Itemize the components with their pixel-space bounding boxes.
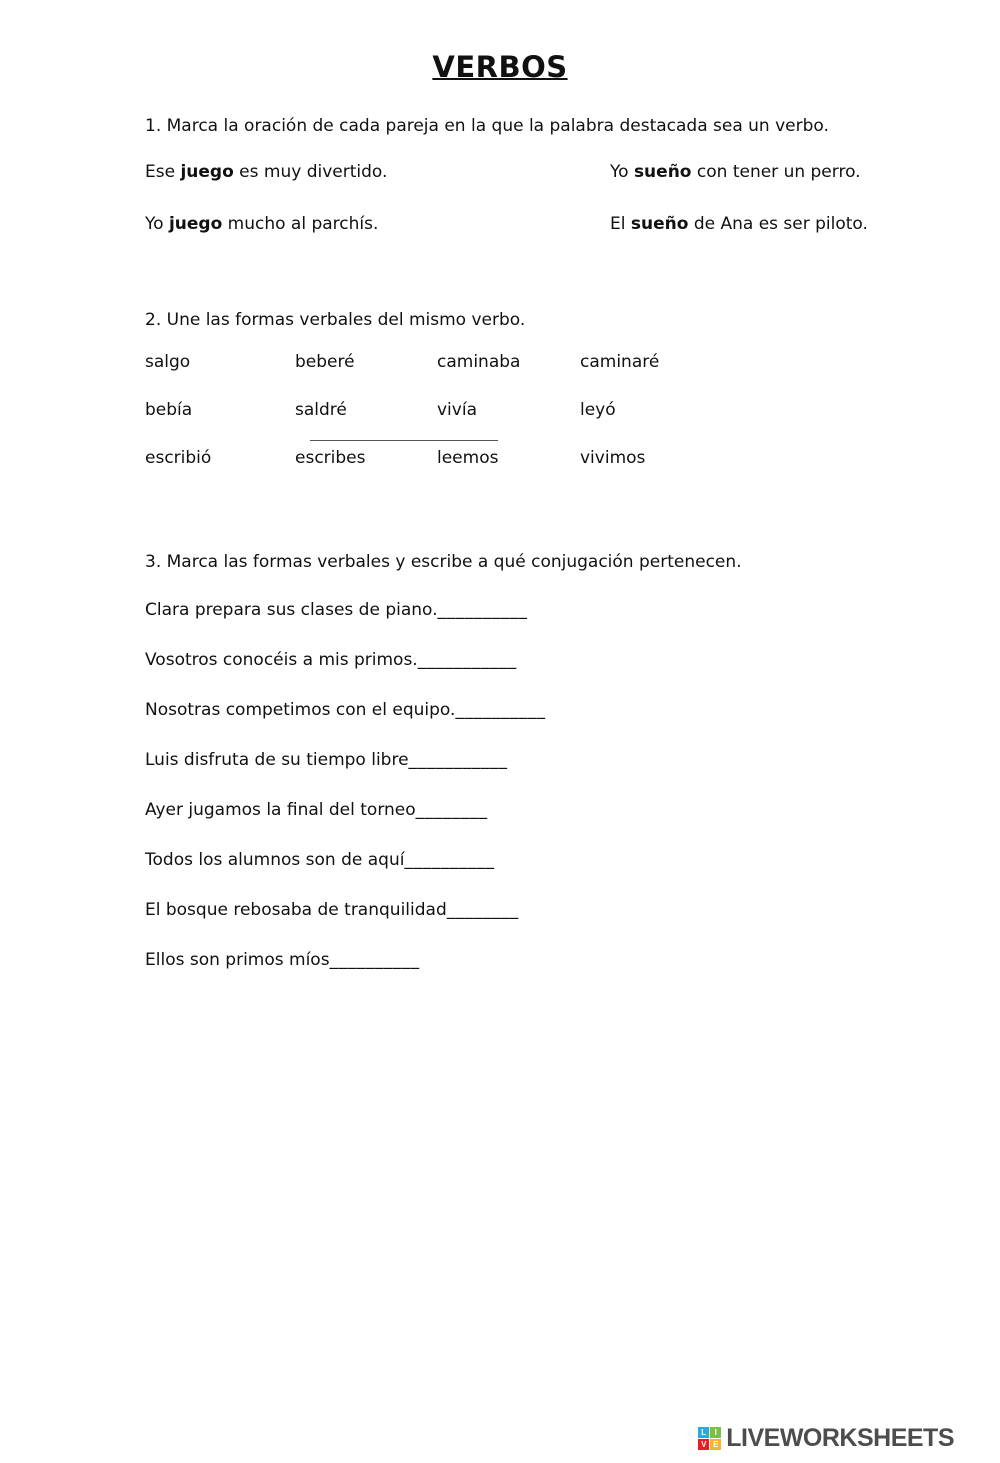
item-text: Ellos son primos míos [145, 950, 330, 970]
exercise2-word[interactable]: salgo [145, 352, 191, 372]
answer-blank[interactable]: __________ [404, 850, 495, 870]
logo-square-l: L [698, 1427, 709, 1438]
answer-blank[interactable]: __________ [437, 600, 528, 620]
exercise3-sentence [145, 700, 920, 720]
brand-name: LIVEWORKSHEETS [726, 1424, 954, 1452]
sentence-text: Yo [145, 214, 169, 234]
sentence-text: mucho al parchís. [222, 214, 379, 234]
item-text: Todos los alumnos son de aquí [145, 850, 405, 870]
sentence-keyword: sueño [630, 214, 689, 234]
worksheet-content [0, 116, 1000, 970]
exercise3-sentence [145, 750, 920, 770]
logo-square-v: V [698, 1439, 709, 1450]
item-text: Ayer jugamos la final del torneo [145, 800, 416, 820]
exercise3-list [145, 600, 920, 970]
sentence-text: con tener un perro. [691, 162, 861, 182]
exercise1-sentence-4[interactable] [610, 214, 920, 234]
exercise1-sentence-grid [145, 162, 920, 234]
exercise2-word[interactable]: saldré [295, 400, 347, 420]
exercise2-word[interactable]: escribes [295, 448, 366, 468]
exercise1-sentence-2[interactable] [610, 162, 920, 182]
sentence-keyword: sueño [633, 162, 692, 182]
answer-blank[interactable]: ________ [415, 800, 488, 820]
exercise2-word[interactable]: escribió [145, 448, 212, 468]
item-text: Luis disfruta de su tiempo libre [145, 750, 409, 770]
liveworksheets-logo-icon [698, 1427, 721, 1450]
exercise3-sentence [145, 900, 920, 920]
exercise2-instruction: 2. Une las formas verbales del mismo verbo. [145, 310, 526, 330]
sentence-text: es muy divertido. [233, 162, 388, 182]
sentence-text: Yo [610, 162, 634, 182]
exercise-2 [145, 310, 920, 468]
answer-blank[interactable]: ________ [446, 900, 519, 920]
exercise2-word[interactable]: beberé [295, 352, 355, 372]
sentence-keyword: juego [168, 214, 223, 234]
exercise1-instruction: 1. Marca la oración de cada pareja en la que la palabra destacada sea un verbo. [145, 116, 829, 136]
answer-blank[interactable]: ___________ [417, 650, 517, 670]
liveworksheets-footer-link[interactable] [698, 1424, 954, 1453]
logo-square-i: I [710, 1427, 721, 1438]
sentence-keyword: juego [180, 162, 234, 182]
page-title: VERBOS [432, 50, 568, 84]
exercise2-word[interactable]: caminaré [580, 352, 660, 372]
exercise1-sentence-1[interactable] [145, 162, 610, 182]
item-text: El bosque rebosaba de tranquilidad [145, 900, 447, 920]
match-line [310, 440, 498, 441]
exercise3-instruction: 3. Marca las formas verbales y escribe a qué conjugación pertenecen. [145, 552, 742, 572]
exercise2-word[interactable]: vivía [437, 400, 477, 420]
answer-blank[interactable]: __________ [455, 700, 546, 720]
exercise3-sentence [145, 800, 920, 820]
logo-square-e: E [710, 1439, 721, 1450]
exercise2-word[interactable]: leemos [437, 448, 499, 468]
item-text: Clara prepara sus clases de piano. [145, 600, 438, 620]
item-text: Nosotras competimos con el equipo. [145, 700, 456, 720]
exercise2-word[interactable]: leyó [580, 400, 616, 420]
answer-blank[interactable]: ___________ [408, 750, 508, 770]
exercise1-sentence-3[interactable] [145, 214, 610, 234]
exercise2-word[interactable]: vivimos [580, 448, 646, 468]
exercise-3 [145, 552, 920, 970]
sentence-text: de Ana es ser piloto. [688, 214, 868, 234]
exercise2-word[interactable]: bebía [145, 400, 193, 420]
exercise2-word[interactable]: caminaba [437, 352, 521, 372]
item-text: Vosotros conocéis a mis primos. [145, 650, 418, 670]
answer-blank[interactable]: __________ [329, 950, 420, 970]
exercise3-sentence [145, 850, 920, 870]
exercise2-word-grid [145, 352, 920, 468]
sentence-text: El [610, 214, 631, 234]
worksheet-page [0, 50, 1000, 1452]
exercise3-sentence [145, 950, 920, 970]
sentence-text: Ese [145, 162, 181, 182]
exercise-1 [145, 116, 920, 234]
exercise3-sentence [145, 600, 920, 620]
exercise3-sentence [145, 650, 920, 670]
